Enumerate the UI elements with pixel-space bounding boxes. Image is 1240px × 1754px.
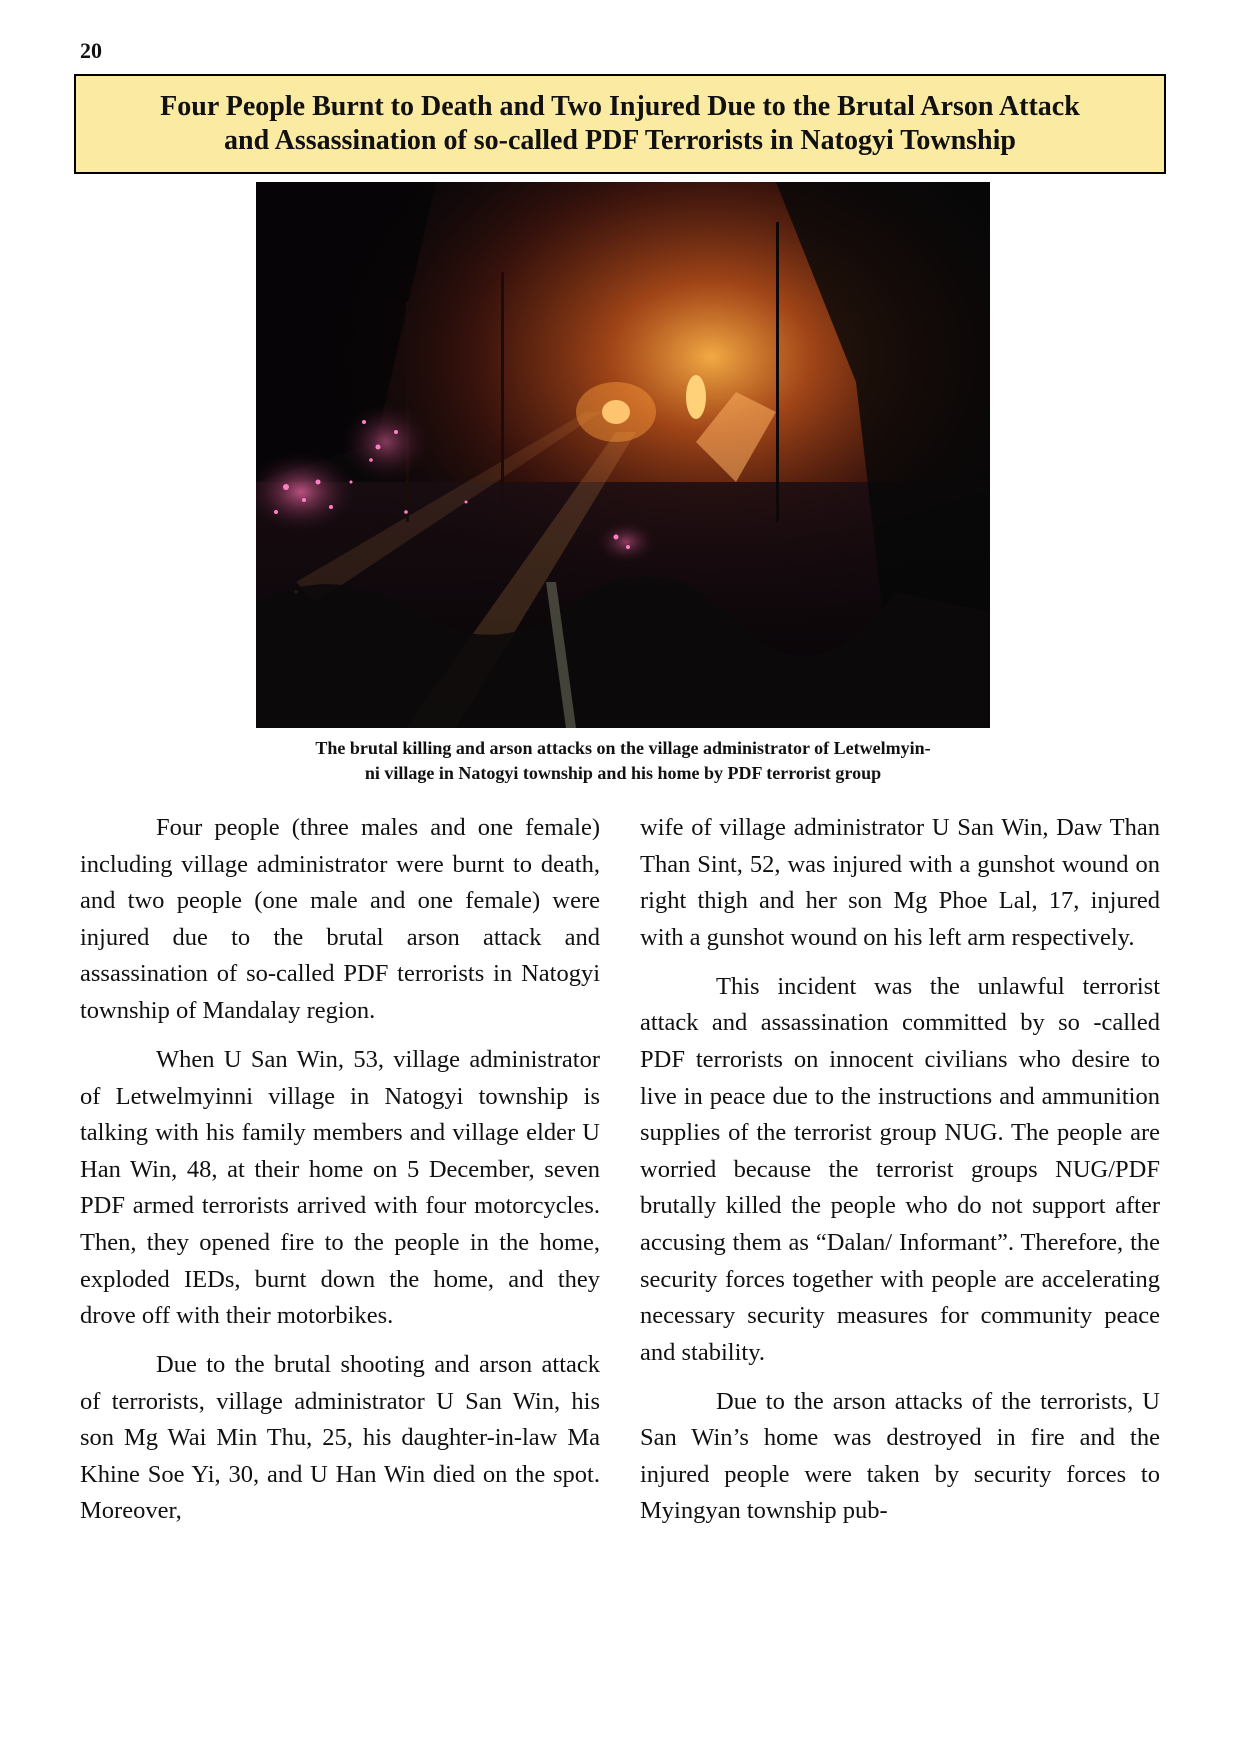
photo-caption bbox=[220, 736, 1026, 786]
paragraph: Due to the brutal shooting and arson attack of terrorists, village administrator U San Win, his son Mg Wai Min Thu, 25, his daughter-in-law Ma Khine Soe Yi, 30, and U Han Win died on the spot. Moreover, bbox=[80, 1351, 600, 1525]
article-column-right bbox=[640, 810, 1160, 1542]
page-number: 20 bbox=[80, 38, 102, 63]
fire-scene-illustration bbox=[256, 182, 990, 728]
paragraph-continued: wife of village administrator U San Win, Daw Than Than Sint, 52, was injured with a gunshot wound on right thigh and her son Mg Phoe Lal, 17, injured with a gunshot wound on his left arm respectively. bbox=[640, 814, 1160, 951]
paragraph: When U San Win, 53, village administrator of Letwelmyinni village in Natogyi township is talking with his family members and village elder U Han Win, 48, at their home on 5 December, seven PDF armed terrorists arrived with four motorcycles. Then, they opened fire to the people in the home, exploded IEDs, burnt down the home, and they drove off with their motorbikes. bbox=[80, 1045, 600, 1330]
paragraph: Due to the arson attacks of the terrorists, U San Win’s home was destroyed in fire and the injured people were taken by security forces to Myingyan township pub- bbox=[640, 1387, 1160, 1525]
article-title-line-1: Four People Burnt to Death and Two Injured Due to the Brutal Arson Attack bbox=[160, 91, 1080, 122]
article-title-line-2: and Assassination of so-called PDF Terrorists in Natogyi Township bbox=[224, 125, 1016, 156]
paragraph: This incident was the unlawful terrorist attack and assassination committed by so -called PDF terrorists on innocent civilians who desire to live in peace due to the instructions and ammunition supplies of the terrorist group NUG. The people are worried because the terrorist groups NUG/PDF brutally killed the people who do not support after accusing them as “Dalan/ Informant”. Therefore, the security forces together with people are accelerating necessary security measures for community peace and stability. bbox=[640, 972, 1160, 1366]
article-column-left bbox=[80, 810, 600, 1542]
article-title-box bbox=[74, 74, 1166, 174]
paragraph: Four people (three males and one female) including village administrator were burnt to death, and two people (one male and one female) were injured due to the brutal arson attack and assassination of so-called PDF terrorists in Natogyi township of Mandalay region. bbox=[80, 814, 600, 1024]
fire-scene-photo bbox=[256, 182, 990, 728]
caption-line-2: ni village in Natogyi township and his home by PDF terrorist group bbox=[364, 763, 882, 783]
caption-line-1: The brutal killing and arson attacks on the village administrator of Letwelmyin- bbox=[315, 738, 931, 758]
